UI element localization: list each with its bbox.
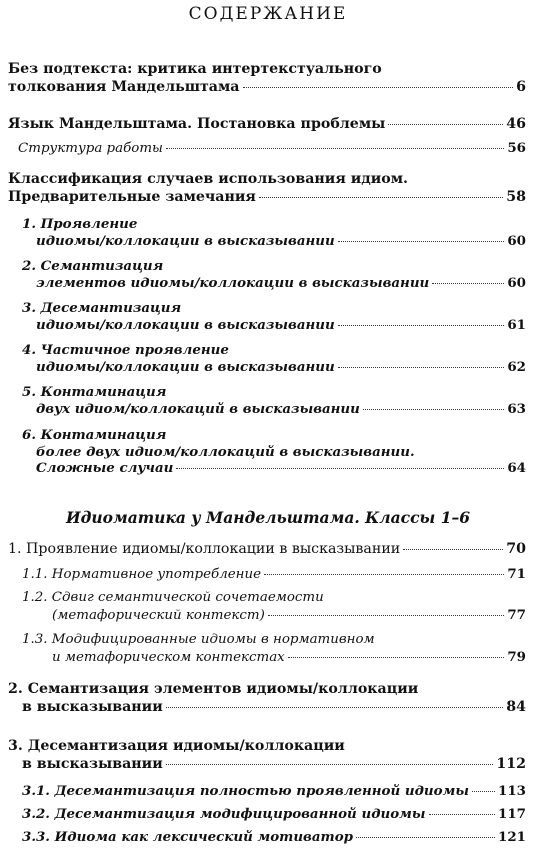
page-number: 113: [498, 783, 526, 799]
toc-entry[interactable]: [0, 384, 536, 417]
page-number: 77: [507, 606, 526, 623]
leader-dots: [338, 241, 505, 242]
entry-line: 3.2. Десемантизация модифицированной идиомы: [22, 806, 426, 822]
leader-dots: [166, 764, 494, 765]
leader-dots: [176, 468, 504, 469]
entry-line: Язык Мандельштама. Постановка проблемы: [8, 116, 386, 132]
page-number: 121: [498, 829, 526, 845]
entry-line: и метафорическом контекстах: [52, 649, 285, 665]
leader-dots: [429, 814, 496, 815]
toc-entry[interactable]: [0, 115, 536, 133]
toc-entry[interactable]: [0, 60, 536, 96]
leader-dots: [356, 837, 495, 838]
leader-dots: [338, 367, 505, 368]
leader-dots: [338, 325, 505, 326]
entry-line: идиомы/коллокации в высказывании: [36, 232, 335, 249]
toc-entry[interactable]: [0, 737, 536, 773]
entry-line: 1.3. Модифицированные идиомы в нормативном: [22, 632, 375, 647]
entry-line: в высказывании: [22, 699, 163, 715]
leader-dots: [166, 148, 504, 149]
entry-line: двух идиом/коллокаций в высказывании: [36, 400, 360, 417]
page-number: 71: [507, 566, 526, 582]
page-number: 112: [496, 756, 526, 772]
toc-entry[interactable]: [0, 342, 536, 375]
toc-entry[interactable]: [0, 427, 536, 477]
page-number: 79: [507, 648, 526, 665]
toc-entry[interactable]: [0, 806, 536, 823]
leader-dots: [403, 549, 503, 550]
leader-dots: [363, 409, 504, 410]
page-number: 58: [506, 189, 526, 205]
toc-entry[interactable]: [0, 783, 536, 800]
entry-line: (метафорический контекст): [52, 607, 265, 623]
entry-line: Сложные случаи: [36, 460, 174, 476]
entry-line: 1.2. Сдвиг семантической сочетаемости: [22, 590, 324, 605]
leader-dots: [259, 197, 503, 198]
entry-line: 3. Десемантизация: [22, 300, 182, 316]
leader-dots: [268, 615, 505, 616]
page-number: 61: [507, 316, 526, 333]
entry-line: 2. Семантизация: [22, 258, 164, 274]
toc-entry[interactable]: [0, 680, 536, 716]
page-number: 6: [516, 79, 526, 95]
leader-dots: [166, 707, 504, 708]
leader-dots: [432, 283, 504, 284]
entry-line: 1. Проявление идиомы/коллокации в высказывании: [8, 541, 401, 557]
entry-line: толкования Мандельштама: [8, 79, 240, 95]
entry-line: 4. Частичное проявление: [22, 342, 229, 358]
toc-entry[interactable]: [0, 140, 536, 158]
page-number: 60: [507, 232, 526, 249]
entry-line: 5. Контаминация: [22, 384, 167, 400]
page-number: 64: [507, 460, 526, 476]
page-number: 84: [506, 699, 526, 715]
entry-line: 2. Семантизация элементов идиомы/коллокации: [8, 681, 419, 697]
entry-line: Предварительные замечания: [8, 189, 256, 205]
page-number: 46: [506, 116, 526, 132]
page-number: 62: [507, 358, 526, 375]
entry-line: 6. Контаминация: [22, 427, 167, 443]
toc-entry[interactable]: [0, 300, 536, 333]
leader-dots: [388, 124, 503, 125]
page-number: 70: [506, 541, 526, 557]
toc-entry[interactable]: [0, 590, 536, 624]
leader-dots: [243, 87, 514, 88]
entry-line: идиомы/коллокации в высказывании: [36, 358, 335, 375]
leader-dots: [264, 574, 504, 575]
page-number: 56: [507, 140, 526, 156]
entry-line: идиомы/коллокации в высказывании: [36, 316, 335, 333]
leader-dots: [288, 657, 505, 658]
toc-heading: СОДЕРЖАНИЕ: [188, 4, 348, 24]
entry-line: 3. Десемантизация идиомы/коллокации: [8, 738, 345, 754]
toc-entry[interactable]: [0, 632, 536, 666]
entry-line: в высказывании: [22, 756, 163, 772]
toc-entry[interactable]: [0, 540, 536, 558]
entry-line: Без подтекста: критика интертекстуального: [8, 61, 382, 77]
toc-entry[interactable]: [0, 258, 536, 291]
toc-entry[interactable]: [0, 829, 536, 846]
page-number: 117: [498, 806, 526, 822]
entry-line: 3.3. Идиома как лексический мотиватор: [22, 829, 353, 845]
leader-dots: [472, 791, 495, 792]
entry-line: Структура работы: [18, 141, 163, 156]
section-heading: Идиоматика у Мандельштама. Классы 1–6: [65, 508, 471, 527]
toc-entry[interactable]: [0, 216, 536, 249]
page-number: 60: [507, 274, 526, 291]
entry-line: элементов идиомы/коллокации в высказывании: [36, 274, 430, 291]
toc-entry[interactable]: [0, 170, 536, 206]
entry-line: 1. Проявление: [22, 216, 138, 232]
toc-entry[interactable]: [0, 566, 536, 584]
page-number: 63: [507, 400, 526, 417]
entry-line: более двух идиом/коллокаций в высказывании.: [36, 443, 415, 460]
entry-line: Классификация случаев использования идиом.: [8, 171, 408, 187]
entry-line: 3.1. Десемантизация полностью проявленной идиомы: [22, 783, 469, 799]
entry-line: 1.1. Нормативное употребление: [22, 567, 262, 582]
